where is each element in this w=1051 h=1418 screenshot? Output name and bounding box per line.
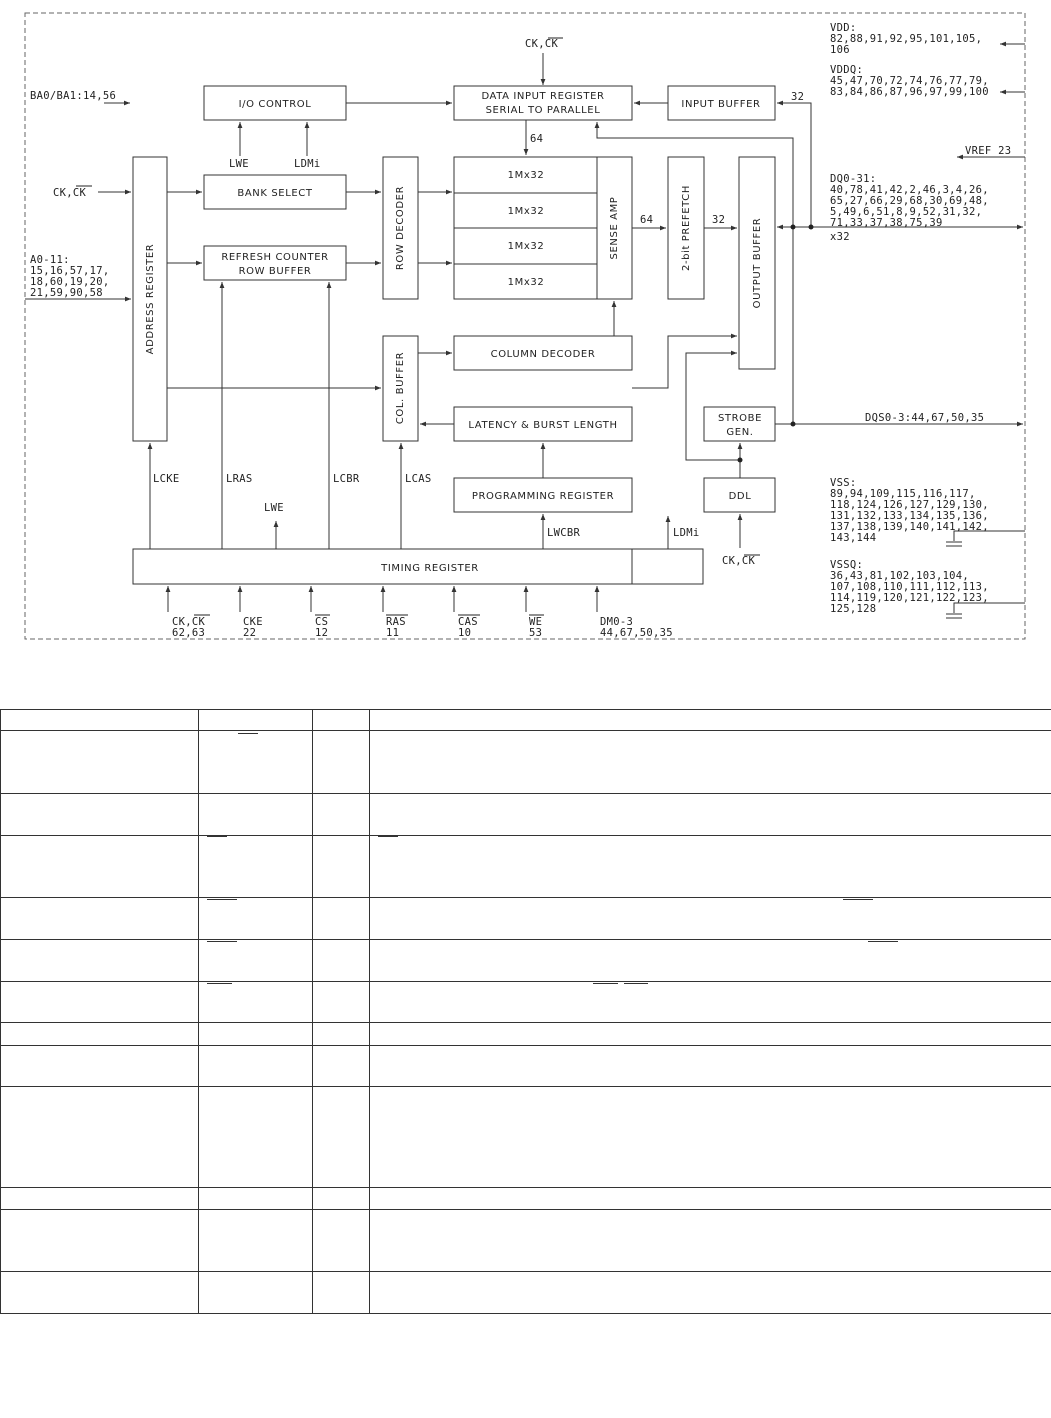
prefetch-label: 2-bit PREFETCH	[681, 185, 692, 271]
output-buffer-label: OUTPUT BUFFER	[752, 217, 763, 309]
svg-text:WE: WE	[529, 616, 543, 628]
svg-text:82,88,91,92,95,101,105,: 82,88,91,92,95,101,105,	[830, 33, 983, 45]
signal-lwe-timing: LWE	[264, 502, 284, 514]
signal-lcke: LCKE	[153, 473, 180, 485]
data-input-register-label: DATA INPUT REGISTER	[481, 91, 605, 102]
strobe-gen-label: STROBE	[717, 413, 763, 424]
row-decoder-label: ROW DECODER	[395, 185, 406, 271]
memory-bank-2: 1Mx32	[507, 241, 545, 252]
table-row	[1, 1023, 1051, 1045]
pin-address	[30, 254, 109, 299]
table-overline	[868, 941, 898, 942]
svg-text:10: 10	[458, 627, 472, 639]
block-diagram	[0, 0, 1051, 660]
svg-text:62,63: 62,63	[172, 627, 206, 639]
bus-64-top: 64	[530, 133, 544, 145]
svg-text:89,94,109,115,116,117,: 89,94,109,115,116,117,	[830, 488, 976, 500]
table-row	[1, 898, 1051, 940]
svg-text:21,59,90,58: 21,59,90,58	[30, 287, 103, 299]
svg-text:VSSQ:: VSSQ:	[830, 559, 864, 571]
svg-text:53: 53	[529, 627, 543, 639]
pin-ck-ddl: CK,CK	[722, 555, 756, 567]
col-buffer-block	[383, 336, 418, 441]
pin-bottom-ras	[386, 615, 408, 639]
data-input-register-block	[454, 86, 632, 120]
header-cell	[370, 710, 1051, 731]
svg-text:114,119,120,121,122,123,: 114,119,120,121,122,123,	[830, 592, 989, 604]
latency-burst-label: LATENCY & BURST LENGTH	[468, 420, 618, 431]
pin-description-table	[0, 709, 1051, 1314]
table-row	[1, 1209, 1051, 1271]
table-overline	[238, 733, 258, 734]
svg-text:118,124,126,127,129,130,: 118,124,126,127,129,130,	[830, 499, 989, 511]
svg-text:45,47,70,72,74,76,77,79,: 45,47,70,72,74,76,77,79,	[830, 75, 989, 87]
svg-text:VSS:: VSS:	[830, 477, 857, 489]
svg-text:VDD:: VDD:	[830, 22, 857, 34]
table-row	[1, 982, 1051, 1023]
bus-64-sense: 64	[640, 214, 654, 226]
column-decoder-label: COLUMN DECODER	[490, 349, 596, 360]
table-row	[1, 731, 1051, 794]
svg-text:A0-11:: A0-11:	[30, 254, 70, 266]
table-overline	[207, 983, 232, 984]
pin-vss	[830, 477, 989, 544]
sense-amp-label: SENSE AMP	[609, 196, 620, 260]
strobe-gen-sublabel: GEN.	[726, 427, 754, 438]
refresh-counter-label: REFRESH COUNTER	[221, 252, 329, 263]
programming-register-label: PROGRAMMING REGISTER	[471, 491, 615, 502]
memory-array	[454, 157, 597, 299]
svg-text:15,16,57,17,: 15,16,57,17,	[30, 265, 110, 277]
table-overline	[843, 899, 873, 900]
bank-select-label: BANK SELECT	[237, 188, 313, 199]
col-buffer-label: COL. BUFFER	[395, 351, 406, 425]
column-decoder-block	[454, 336, 632, 370]
pin-dq	[830, 173, 989, 229]
svg-text:36,43,81,102,103,104,: 36,43,81,102,103,104,	[830, 570, 970, 582]
svg-text:18,60,19,20,: 18,60,19,20,	[30, 276, 110, 288]
address-register-block	[133, 157, 167, 441]
svg-text:106: 106	[830, 44, 850, 56]
svg-text:44,67,50,35: 44,67,50,35	[600, 627, 673, 639]
svg-text:40,78,41,42,2,46,3,4,26,: 40,78,41,42,2,46,3,4,26,	[830, 184, 989, 196]
table-row	[1, 836, 1051, 898]
header-cell	[313, 710, 370, 731]
timing-register-label: TIMING REGISTER	[381, 563, 479, 574]
svg-text:CKE: CKE	[243, 616, 263, 628]
table-overline	[593, 983, 618, 984]
svg-text:DQ0-31:: DQ0-31:	[830, 173, 877, 185]
table-row	[1, 1271, 1051, 1313]
pin-ck-left: CK,CK	[53, 187, 87, 199]
table-overline	[378, 836, 398, 837]
ddl-label: DDL	[728, 491, 752, 502]
svg-text:RAS: RAS	[386, 616, 406, 628]
latency-burst-block	[454, 407, 632, 441]
pin-vdd	[830, 22, 982, 56]
svg-text:CAS: CAS	[458, 616, 478, 628]
pin-vddq	[830, 64, 989, 98]
svg-text:83,84,86,87,96,97,99,100: 83,84,86,87,96,97,99,100	[830, 86, 989, 98]
pin-vssq	[830, 559, 989, 615]
table-row	[1, 1187, 1051, 1209]
bus-x32: x32	[830, 231, 850, 243]
row-decoder-block	[383, 157, 418, 299]
pin-bottom-ck	[172, 615, 210, 639]
table-header-row	[1, 710, 1051, 731]
svg-text:VDDQ:: VDDQ:	[830, 64, 864, 76]
table-row	[1, 1086, 1051, 1187]
timing-register-block	[133, 549, 703, 584]
signal-lcas: LCAS	[405, 473, 432, 485]
signal-lwcbr: LWCBR	[547, 527, 581, 539]
svg-text:107,108,110,111,112,113,: 107,108,110,111,112,113,	[830, 581, 989, 593]
pin-bottom-we	[529, 615, 544, 639]
table-row	[1, 794, 1051, 836]
pin-dqs: DQS0-3:44,67,50,35	[865, 412, 985, 424]
svg-text:12: 12	[315, 627, 329, 639]
pin-bottom-cs	[315, 615, 330, 639]
signal-ldmi-timing: LDMi	[673, 527, 700, 539]
bus-32-prefetch: 32	[712, 214, 726, 226]
table-overline	[624, 983, 648, 984]
table-overline	[207, 899, 237, 900]
bus-32-input: 32	[791, 91, 805, 103]
svg-text:131,132,133,134,135,136,: 131,132,133,134,135,136,	[830, 510, 989, 522]
bank-select-block	[204, 175, 346, 209]
sense-amp-block	[597, 157, 632, 299]
pin-ck-top: CK,CK	[525, 38, 559, 50]
header-cell	[199, 710, 313, 731]
pin-vref: VREF 23	[965, 145, 1012, 157]
output-buffer-block	[739, 157, 775, 369]
input-buffer-block	[668, 86, 775, 120]
svg-text:11: 11	[386, 627, 400, 639]
memory-bank-1: 1Mx32	[507, 206, 545, 217]
table-row	[1, 1045, 1051, 1086]
row-buffer-label: ROW BUFFER	[238, 266, 312, 277]
svg-text:5,49,6,51,8,9,52,31,32,: 5,49,6,51,8,9,52,31,32,	[830, 206, 983, 218]
io-control-block	[204, 86, 346, 120]
signal-lras: LRAS	[226, 473, 253, 485]
ddl-block	[704, 478, 775, 512]
memory-bank-0: 1Mx32	[507, 170, 545, 181]
input-buffer-label: INPUT BUFFER	[681, 99, 761, 110]
svg-text:137,138,139,140,141,142,: 137,138,139,140,141,142,	[830, 521, 989, 533]
svg-text:71,33,37,38,75,39: 71,33,37,38,75,39	[830, 217, 943, 229]
address-register-label: ADDRESS REGISTER	[145, 243, 156, 355]
table-overline	[207, 941, 237, 942]
data-input-register-sublabel: SERIAL TO PARALLEL	[485, 105, 601, 116]
table-row	[1, 940, 1051, 982]
svg-text:125,128: 125,128	[830, 603, 877, 615]
svg-text:CS: CS	[315, 616, 329, 628]
strobe-gen-block	[704, 407, 775, 441]
pin-bottom-cke	[243, 616, 263, 639]
signal-ldmi: LDMi	[294, 158, 321, 170]
pin-ba: BA0/BA1:14,56	[30, 90, 117, 102]
refresh-counter-block	[204, 246, 346, 280]
signal-lwe: LWE	[229, 158, 249, 170]
pin-bottom-dm	[600, 616, 673, 639]
svg-text:65,27,66,29,68,30,69,48,: 65,27,66,29,68,30,69,48,	[830, 195, 989, 207]
svg-text:143,144: 143,144	[830, 532, 877, 544]
io-control-label: I/O CONTROL	[238, 99, 312, 110]
signal-lcbr: LCBR	[333, 473, 360, 485]
table-overline	[207, 836, 227, 837]
svg-text:22: 22	[243, 627, 257, 639]
svg-text:DM0-3: DM0-3	[600, 616, 634, 628]
header-cell	[1, 710, 199, 731]
memory-bank-3: 1Mx32	[507, 277, 545, 288]
svg-text:CK,CK: CK,CK	[172, 616, 206, 628]
prefetch-block	[668, 157, 704, 299]
programming-register-block	[454, 478, 632, 512]
pin-bottom-cas	[458, 615, 480, 639]
